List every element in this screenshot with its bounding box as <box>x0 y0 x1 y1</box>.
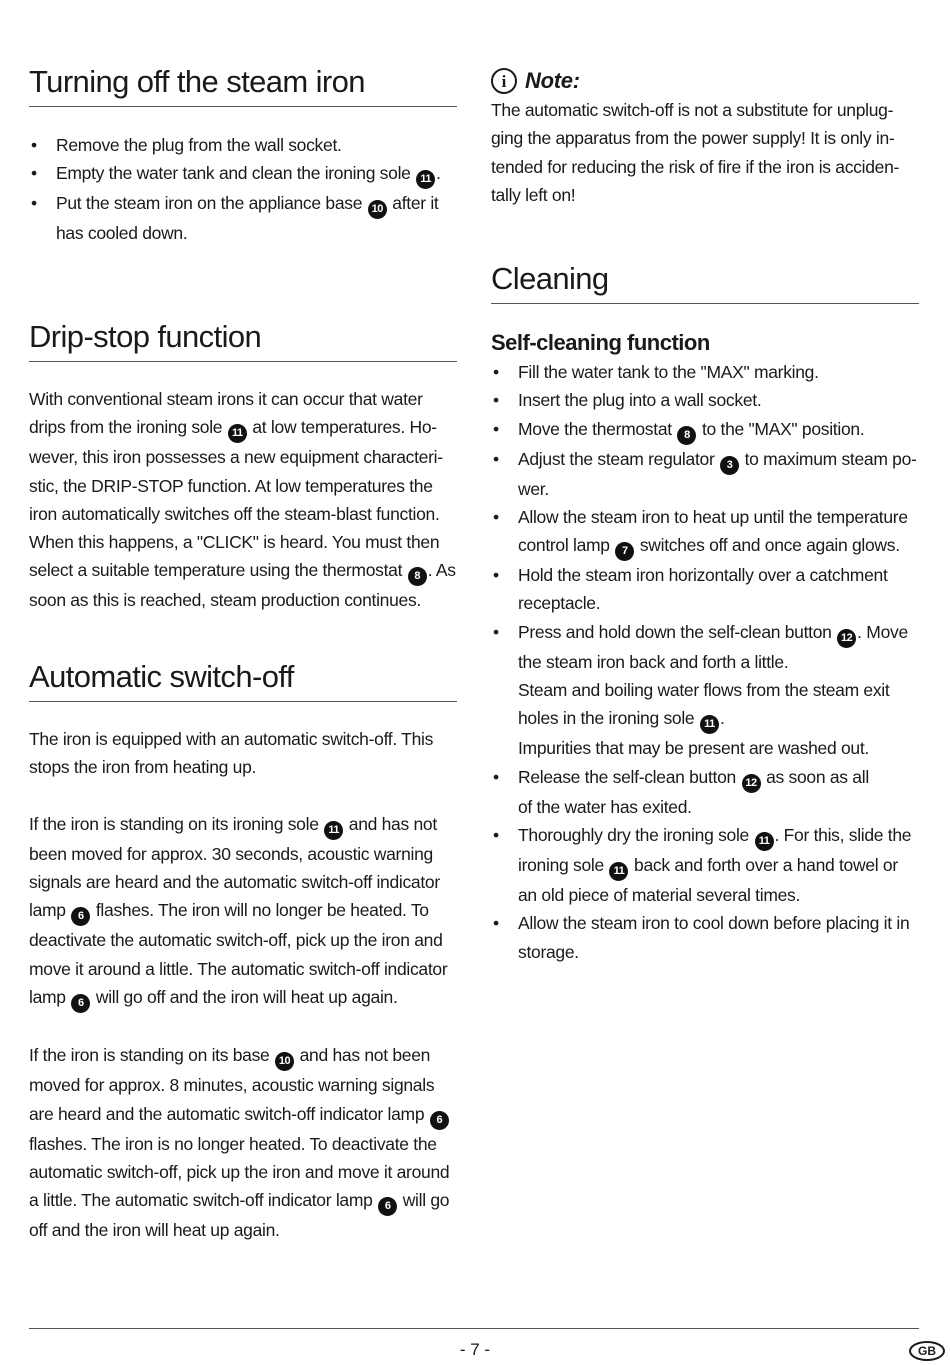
part-number-badge: 11 <box>609 862 628 881</box>
part-number-badge: 6 <box>71 907 90 926</box>
bullet-item: • Fill the water tank to the "MAX" marking. <box>491 358 919 386</box>
note-box <box>491 66 919 209</box>
part-number-badge: 6 <box>378 1197 397 1216</box>
note-title: Note: <box>525 68 580 93</box>
note-header <box>491 66 919 96</box>
section-turning-off <box>29 62 457 248</box>
section-drip-stop <box>29 317 457 615</box>
bullet-item: • Release the self-clean button 12 as soon as all of the water has exited. <box>491 763 919 821</box>
bullet-item: • Hold the steam iron horizontally over a catchment receptacle. <box>491 561 919 618</box>
section-heading: Automatic switch-off <box>29 657 457 702</box>
part-number-badge: 12 <box>837 629 856 648</box>
section-heading: Turning off the steam iron <box>29 62 457 107</box>
subheading: Self-cleaning function <box>491 330 710 355</box>
paragraph: The iron is equipped with an automatic switch-off. This stops the iron from heating up. <box>29 729 434 778</box>
part-number-badge: 11 <box>416 170 435 189</box>
part-number-badge: 8 <box>677 426 696 445</box>
note-text: The automatic switch-off is not a substitute for unplugging the apparatus from the power supply! It is only intended for reducing the risk of fire if the iron is accidentally left on! <box>491 100 900 205</box>
part-number-badge: 10 <box>368 200 387 219</box>
bullet-item: • Press and hold down the self-clean button 12 . Move the steam iron back and forth a little. Steam and boiling water flows from the steam exit holes in the ironing sole 11 . Impurities that may be present are washed out. <box>491 618 919 763</box>
bullet-item: • Allow the steam iron to heat up until the temperature control lamp 7 switches off and once again glows. <box>491 503 919 561</box>
part-number-badge: 11 <box>755 832 774 851</box>
paragraph: With conventional steam irons it can occur that water drips from the ironing sole 11 at low temperatures. However, this iron possesses a new equipment characteristic, the DRIP-STOP function. At low temperatures the iron automatically switches off the steam-blast function. When this happens, a "CLICK" is heard. You must then select a suitable temperature using the thermostat 8 . As soon as this is reached, steam production continues. <box>29 389 456 611</box>
section-heading: Cleaning <box>491 259 919 304</box>
part-number-badge: 12 <box>742 774 761 793</box>
part-number-badge: 3 <box>720 456 739 475</box>
bullet-item: • Thoroughly dry the ironing sole 11 . For this, slide the ironing sole 11 back and forth over a hand towel or an old piece of material several times. <box>491 821 919 909</box>
bullet-item: • Empty the water tank and clean the ironing sole 11 . <box>29 159 457 189</box>
bullet-item: • Move the thermostat 8 to the "MAX" position. <box>491 415 919 445</box>
bullet-list <box>491 358 919 966</box>
part-number-badge: 7 <box>615 542 634 561</box>
part-number-badge: 6 <box>430 1111 449 1130</box>
section-automatic-switch-off <box>29 657 457 1245</box>
part-number-badge: 11 <box>324 821 343 840</box>
bullet-item: • Remove the plug from the wall socket. <box>29 131 457 159</box>
paragraph: If the iron is standing on its base 10 and has not been moved for approx. 8 minutes, acoustic warning signals are heard and the automatic switch-off indicator lamp 6 flashes. The iron is no longer heated. To deactivate the automatic switch-off, pick up the iron and move it around a little. The automatic switch-off indicator lamp 6 will go off and the iron will heat up again. <box>29 1045 450 1241</box>
info-icon: i <box>491 68 517 94</box>
part-number-badge: 11 <box>700 715 719 734</box>
section-cleaning <box>491 259 919 966</box>
part-number-badge: 6 <box>71 994 90 1013</box>
bullet-item: • Allow the steam iron to cool down before placing it in storage. <box>491 909 919 966</box>
bullet-item: • Put the steam iron on the appliance base 10 after it has cooled down. <box>29 189 457 247</box>
part-number-badge: 10 <box>275 1052 294 1071</box>
bullet-item: • Insert the plug into a wall socket. <box>491 386 919 414</box>
paragraph: If the iron is standing on its ironing sole 11 and has not been moved for approx. 30 seconds, acoustic warning signals are heard and the automatic switch-off indicator lamp 6 flashes. The iron will no longer be heated. To deactivate the automatic switch-off, pick up the iron and move it around a little. The automatic switch-off indicator lamp 6 will go off and the iron will heat up again. <box>29 810 457 1013</box>
footer-divider <box>29 1328 919 1329</box>
bullet-item: • Adjust the steam regulator 3 to maximum steam power. <box>491 445 919 503</box>
page-number: - 7 - <box>459 1340 491 1359</box>
part-number-badge: 11 <box>228 424 247 443</box>
bullet-list <box>29 131 457 248</box>
part-number-badge: 8 <box>408 567 427 586</box>
language-badge: GB <box>909 1341 945 1361</box>
section-heading: Drip-stop function <box>29 317 457 362</box>
